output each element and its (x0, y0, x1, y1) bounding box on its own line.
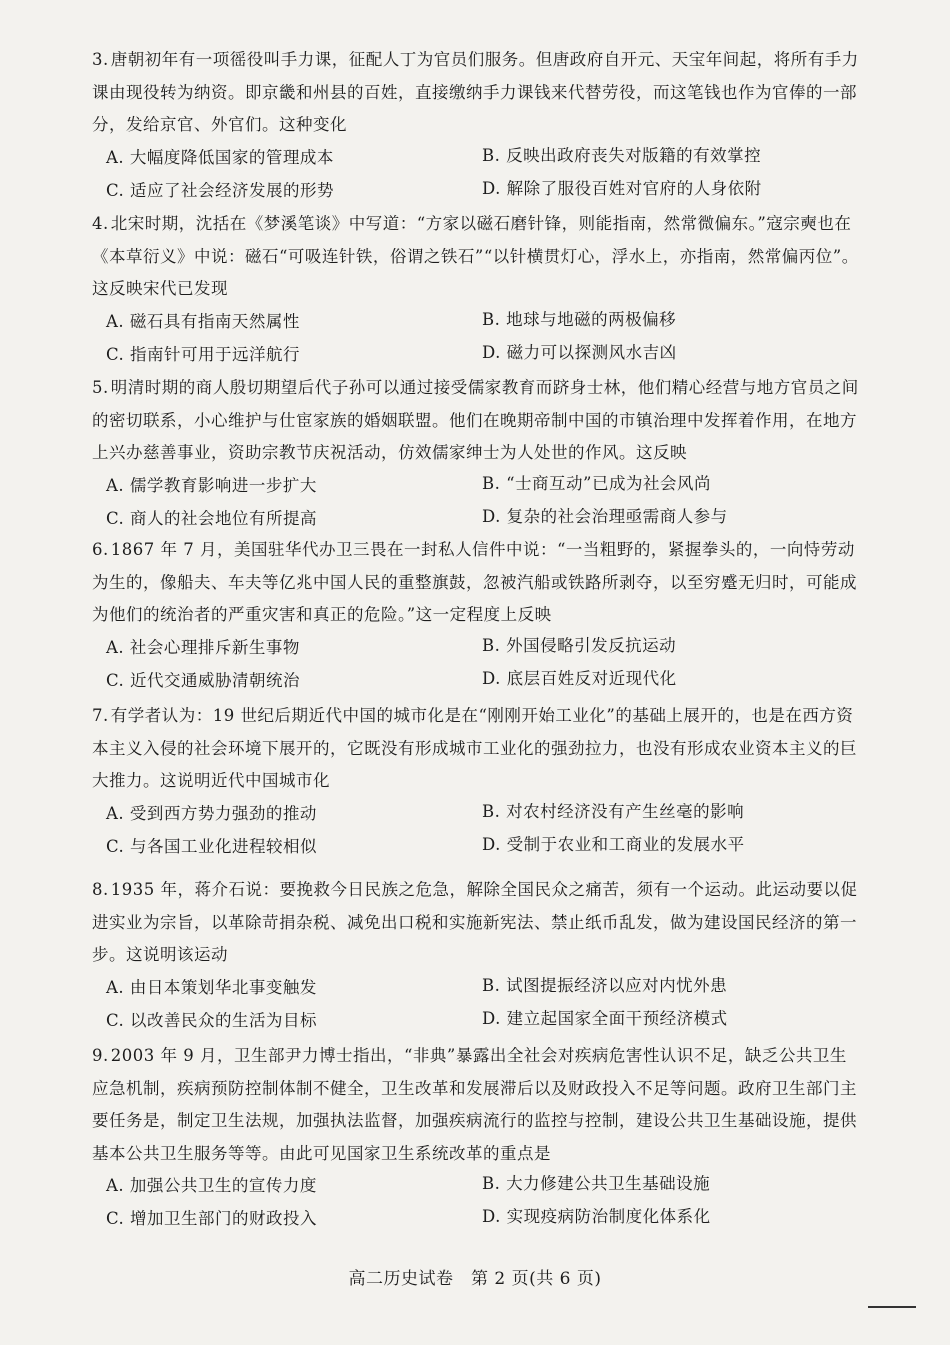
options (92, 632, 862, 698)
option-b[interactable]: B. 试图提振经济以应对内忧外患 (482, 975, 728, 995)
option-b[interactable]: B. 反映出政府丧失对版籍的有效掌控 (482, 145, 762, 165)
question-stem (92, 874, 862, 972)
option-d[interactable]: D. 解除了服役百姓对官府的人身依附 (482, 178, 762, 198)
option-d[interactable]: D. 受制于农业和工商业的发展水平 (482, 834, 745, 854)
question-8 (92, 874, 862, 1038)
page-footer: 高二历史试卷 第 2 页(共 6 页) (348, 1269, 602, 1289)
question-stem (92, 1040, 862, 1170)
question-text: 1867 年 7 月，美国驻华代办卫三畏在一封私人信件中说：“一当粗野的，紧握拳头的，一向恃劳动为生的，像船夫、车夫等亿兆中国人民的重整旗鼓，忽被汽船或铁路所剥夺，以至穷蹙无归时，可能成为他们的统治者的严重灾害和真正的危险。”这一定程度上反映 (92, 540, 857, 624)
option-b[interactable]: B. 外国侵略引发反抗运动 (482, 635, 677, 655)
question-3 (92, 44, 862, 208)
option-a[interactable]: A. 由日本策划华北事变触发 (106, 977, 317, 997)
option-d[interactable]: D. 复杂的社会治理亟需商人参与 (482, 506, 728, 526)
question-number: 7. (92, 706, 109, 725)
question-9 (92, 1040, 862, 1236)
question-number: 3. (92, 50, 109, 69)
option-c[interactable]: C. 指南针可用于远洋航行 (106, 344, 301, 364)
question-stem (92, 44, 862, 142)
question-6 (92, 534, 862, 698)
question-number: 6. (92, 540, 109, 559)
option-a[interactable]: A. 社会心理排斥新生事物 (106, 637, 300, 657)
question-number: 5. (92, 378, 109, 397)
question-stem (92, 700, 862, 798)
option-c[interactable]: C. 与各国工业化进程较相似 (106, 836, 318, 856)
option-a[interactable]: A. 儒学教育影响进一步扩大 (106, 475, 317, 495)
question-7 (92, 700, 862, 864)
option-c[interactable]: C. 增加卫生部门的财政投入 (106, 1209, 318, 1228)
question-stem (92, 534, 862, 632)
question-number: 9. (92, 1046, 109, 1065)
option-b[interactable]: B. 对农村经济没有产生丝毫的影响 (482, 801, 745, 821)
option-a[interactable]: A. 加强公共卫生的宣传力度 (106, 1176, 317, 1195)
option-b[interactable]: B. “士商互动”已成为社会风尚 (482, 473, 711, 493)
question-stem (92, 208, 862, 306)
options (92, 470, 862, 536)
question-text: 1935 年，蒋介石说：要挽救今日民族之危急，解除全国民众之痛苦，须有一个运动。此运动要以促进实业为宗旨，以革除苛捐杂税、减免出口税和实施新宪法、禁止纸币乱发，做为建设国民经济的第一步。这说明该运动 (92, 880, 858, 964)
option-c[interactable]: C. 近代交通威胁清朝统治 (106, 670, 301, 690)
question-text: 唐朝初年有一项徭役叫手力课，征配人丁为官员们服务。但唐政府自开元、天宝年间起，将所有手力课由现役转为纳资。即京畿和州县的百姓，直接缴纳手力课钱来代替劳役，而这笔钱也作为官俸的一部分，发给京官、外官们。这种变化 (92, 50, 859, 134)
question-text: 明清时期的商人殷切期望后代子孙可以通过接受儒家教育而跻身士林，他们精心经营与地方官员之间的密切联系，小心维护与仕宦家族的婚姻联盟。他们在晚期帝制中国的市镇治理中发挥着作用，在地方上兴办慈善事业，资助宗教节庆祝活动，仿效儒家绅士为人处世的作风。这反映 (92, 378, 859, 462)
question-number: 4. (92, 214, 109, 233)
option-d[interactable]: D. 磁力可以探测风水吉凶 (482, 342, 677, 362)
question-text: 北宋时期，沈括在《梦溪笔谈》中写道：“方家以磁石磨针锋，则能指南，然常微偏东。”寇宗奭也在《本草衍义》中说：磁石“可吸连针铁，俗谓之铁石”“以针横贯灯心，浮水上，亦指南，然常偏丙位”。这反映宋代已发现 (92, 214, 859, 298)
options (92, 142, 862, 208)
options (92, 306, 862, 372)
option-d[interactable]: D. 实现疫病防治制度化体系化 (482, 1207, 711, 1226)
option-a[interactable]: A. 受到西方势力强劲的推动 (106, 803, 317, 823)
question-text: 有学者认为：19 世纪后期近代中国的城市化是在“刚刚开始工业化”的基础上展开的，也是在西方资本主义入侵的社会环境下展开的，它既没有形成城市工业化的强劲拉力，也没有形成农业资本主义的巨大推力。这说明近代中国城市化 (92, 706, 857, 790)
question-text: 2003 年 9 月，卫生部尹力博士指出，“非典”暴露出全社会对疾病危害性认识不足，缺乏公共卫生应急机制，疾病预防控制体制不健全，卫生改革和发展滞后以及财政投入不足等问题。政府卫生部门主要任务是，制定卫生法规，加强执法监督，加强疾病流行的监控与控制，建设公共卫生基础设施，提供基本公共卫生服务等等。由此可见国家卫生系统改革的重点是 (92, 1046, 857, 1163)
option-c[interactable]: C. 以改善民众的生活为目标 (106, 1010, 318, 1030)
question-5 (92, 372, 862, 536)
option-a[interactable]: A. 大幅度降低国家的管理成本 (106, 147, 334, 167)
option-b[interactable]: B. 地球与地磁的两极偏移 (482, 309, 677, 329)
options (92, 972, 862, 1038)
option-d[interactable]: D. 底层百姓反对近现代化 (482, 668, 677, 688)
option-a[interactable]: A. 磁石具有指南天然属性 (106, 311, 300, 331)
option-d[interactable]: D. 建立起国家全面干预经济模式 (482, 1008, 728, 1028)
option-c[interactable]: C. 适应了社会经济发展的形势 (106, 180, 335, 200)
question-number: 8. (92, 880, 109, 899)
options (92, 798, 862, 864)
option-b[interactable]: B. 大力修建公共卫生基础设施 (482, 1174, 711, 1193)
options (92, 1170, 862, 1236)
option-c[interactable]: C. 商人的社会地位有所提高 (106, 508, 318, 528)
question-stem (92, 372, 862, 470)
footer-rule (868, 1306, 916, 1308)
question-4 (92, 208, 862, 372)
